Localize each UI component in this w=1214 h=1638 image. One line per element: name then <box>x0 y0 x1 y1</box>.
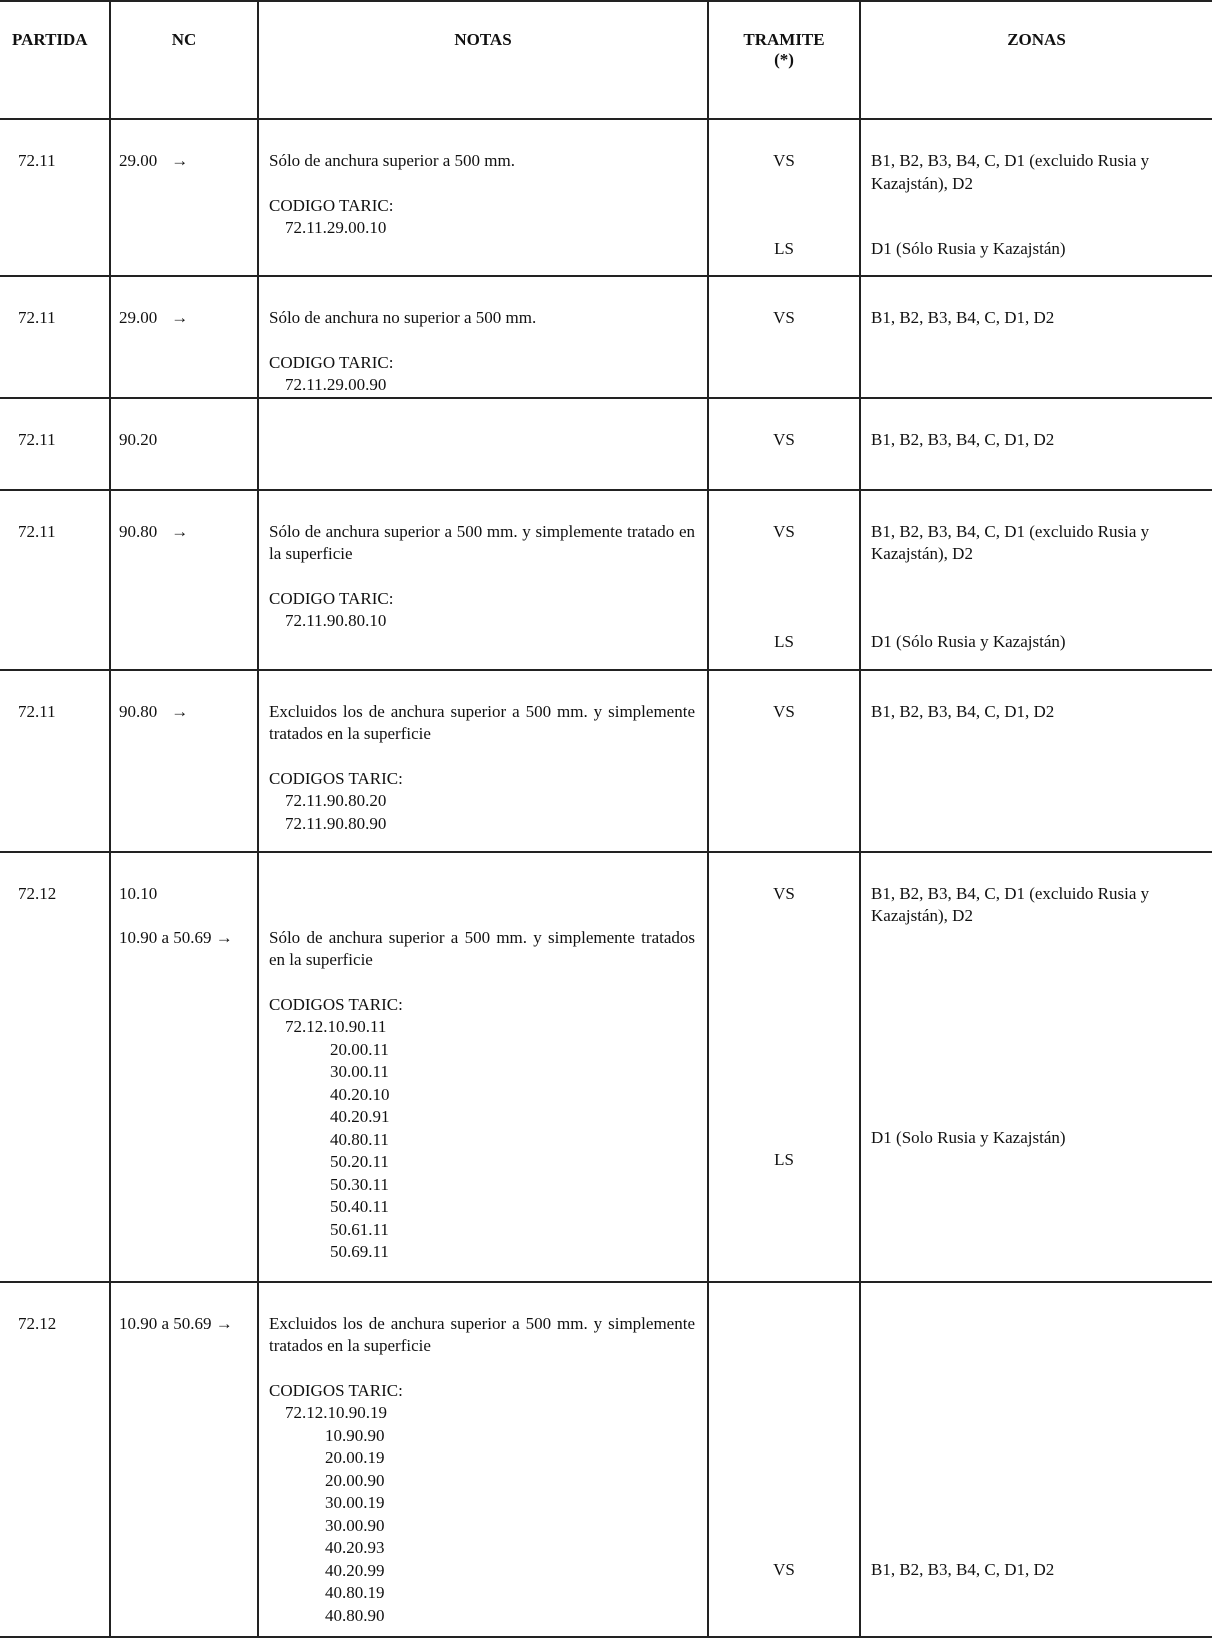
header-nc: NC <box>110 1 258 119</box>
taric-code: 50.30.11 <box>330 1174 389 1194</box>
arrow-icon: → <box>171 521 189 541</box>
zona-value: B1, B2, B3, B4, C, D1, D2 <box>871 1559 1055 1579</box>
arrow-icon: → <box>171 701 189 721</box>
taric-label: CODIGO TARIC: <box>269 352 394 372</box>
nc-value: 10.90 a 50.69 <box>119 928 212 947</box>
taric-code: 50.61.11 <box>330 1219 389 1239</box>
taric-code: 72.11.90.80.10 <box>285 611 387 630</box>
nota-text: Sólo de anchura superior a 500 mm. <box>269 151 515 170</box>
table-row <box>0 276 1212 398</box>
nota-text: Sólo de anchura superior a 500 mm. y simplemente tratados en la superficie <box>269 927 695 969</box>
nc-cell: 90.20 <box>110 398 258 490</box>
header-zonas: ZONAS <box>860 1 1212 119</box>
zona-value: B1, B2, B3, B4, C, D1, D2 <box>871 429 1055 449</box>
arrow-icon: → <box>171 308 189 327</box>
taric-code: 50.69.11 <box>330 1242 389 1261</box>
zonas-cell <box>860 670 1212 852</box>
table-row <box>0 490 1212 670</box>
tramite-value: VS <box>773 521 795 541</box>
nc-cell: 90.80 → <box>110 490 258 670</box>
taric-code: 30.00.11 <box>330 1062 389 1081</box>
nc-value: 10.10 <box>119 883 158 903</box>
zonas-cell <box>860 398 1212 490</box>
tramite-value: LS <box>774 1149 794 1169</box>
taric-code: 72.12.10.90.11 <box>285 1017 387 1036</box>
nc-cell: 29.00 → <box>110 276 258 398</box>
taric-label: CODIGOS TARIC: <box>269 768 403 788</box>
notas-cell <box>258 490 708 670</box>
arrow-icon: → <box>215 1313 233 1333</box>
notas-cell <box>258 276 708 398</box>
zona-value: B1, B2, B3, B4, C, D1 (excluido Rusia y Kazajstán), D2 <box>871 521 1150 563</box>
tramite-cell <box>708 1282 860 1637</box>
taric-code: 40.20.99 <box>325 1560 385 1580</box>
nc-cell: 29.00 → <box>110 119 258 276</box>
table-row <box>0 1282 1212 1637</box>
taric-code: 10.90.90 <box>325 1425 385 1445</box>
nota-text: Excluidos los de anchura superior a 500 mm. y simplemente tratados en la superficie <box>269 1313 695 1355</box>
header-notas: NOTAS <box>258 1 708 119</box>
taric-code: 72.11.90.80.90 <box>285 813 387 833</box>
taric-code: 20.00.19 <box>325 1448 385 1467</box>
zonas-cell <box>860 852 1212 1282</box>
zona-value: D1 (Sólo Rusia y Kazajstán) <box>871 631 1066 651</box>
table-row <box>0 119 1212 276</box>
taric-code: 50.20.11 <box>330 1152 389 1171</box>
nota-text: Sólo de anchura no superior a 500 mm. <box>269 308 537 327</box>
table-row <box>0 670 1212 852</box>
zonas-cell <box>860 276 1212 398</box>
tramite-value: VS <box>773 883 795 903</box>
zona-value: B1, B2, B3, B4, C, D1 (excluido Rusia y Kazajstán), D2 <box>871 883 1150 925</box>
partida-cell: 72.11 <box>0 490 110 670</box>
taric-code: 72.11.90.80.20 <box>285 791 387 810</box>
taric-code: 72.12.10.90.19 <box>285 1403 387 1422</box>
nota-text: Excluidos los de anchura superior a 500 mm. y simplemente tratados en la superficie <box>269 701 695 743</box>
partida-cell: 72.12 <box>0 1282 110 1637</box>
taric-label: CODIGO TARIC: <box>269 195 394 215</box>
tramite-value: LS <box>774 631 794 651</box>
taric-code: 40.20.91 <box>330 1107 390 1126</box>
taric-code: 40.80.90 <box>325 1605 385 1625</box>
notas-cell <box>258 670 708 852</box>
zona-value: D1 (Solo Rusia y Kazajstán) <box>871 1127 1066 1147</box>
arrow-icon: → <box>215 928 233 947</box>
notas-cell <box>258 398 708 490</box>
tramite-value: VS <box>773 429 795 449</box>
nc-cell <box>110 852 258 1282</box>
zona-value: B1, B2, B3, B4, C, D1, D2 <box>871 308 1055 327</box>
partida-cell: 72.12 <box>0 852 110 1282</box>
tramite-cell <box>708 398 860 490</box>
tramite-value: VS <box>773 308 795 327</box>
notas-cell <box>258 1282 708 1637</box>
zona-value: B1, B2, B3, B4, C, D1 (excluido Rusia y Kazajstán), D2 <box>871 151 1150 193</box>
taric-label: CODIGOS TARIC: <box>269 994 403 1014</box>
zona-value: B1, B2, B3, B4, C, D1, D2 <box>871 701 1055 721</box>
tramite-cell <box>708 670 860 852</box>
header-row <box>0 1 1212 119</box>
nota-text: Sólo de anchura superior a 500 mm. y simplemente tratado en la superficie <box>269 521 695 563</box>
taric-code: 20.00.90 <box>325 1470 385 1490</box>
tramite-value: VS <box>773 1559 795 1579</box>
taric-code: 72.11.29.00.10 <box>285 218 387 237</box>
taric-code: 40.20.93 <box>325 1538 385 1557</box>
tramite-cell <box>708 490 860 670</box>
partida-cell: 72.11 <box>0 276 110 398</box>
taric-label: CODIGO TARIC: <box>269 588 394 608</box>
partida-cell: 72.11 <box>0 119 110 276</box>
tramite-cell <box>708 276 860 398</box>
tramite-cell <box>708 119 860 276</box>
zona-value: D1 (Sólo Rusia y Kazajstán) <box>871 239 1066 258</box>
taric-code: 40.80.11 <box>330 1129 389 1149</box>
partida-cell: 72.11 <box>0 398 110 490</box>
tramite-value: VS <box>773 151 795 170</box>
tramite-cell <box>708 852 860 1282</box>
taric-code: 50.40.11 <box>330 1197 389 1216</box>
tramite-value: VS <box>773 701 795 721</box>
tramite-value: LS <box>774 239 794 258</box>
taric-code: 40.80.19 <box>325 1583 385 1602</box>
header-partida: PARTIDA <box>0 1 110 119</box>
table-row <box>0 852 1212 1282</box>
partida-cell: 72.11 <box>0 670 110 852</box>
zonas-cell <box>860 1282 1212 1637</box>
nc-cell: 10.90 a 50.69 → <box>110 1282 258 1637</box>
taric-code: 20.00.11 <box>330 1039 389 1059</box>
taric-code: 30.00.90 <box>325 1515 385 1535</box>
taric-code: 72.11.29.00.90 <box>285 375 387 394</box>
taric-label: CODIGOS TARIC: <box>269 1380 403 1400</box>
notas-cell <box>258 119 708 276</box>
arrow-icon: → <box>171 151 189 170</box>
taric-code: 40.20.10 <box>330 1084 390 1104</box>
nc-cell: 90.80 → <box>110 670 258 852</box>
table-row <box>0 398 1212 490</box>
zonas-cell <box>860 490 1212 670</box>
taric-code: 30.00.19 <box>325 1493 385 1512</box>
zonas-cell <box>860 119 1212 276</box>
header-tramite: TRAMITE (*) <box>708 1 860 119</box>
notas-cell <box>258 852 708 1282</box>
